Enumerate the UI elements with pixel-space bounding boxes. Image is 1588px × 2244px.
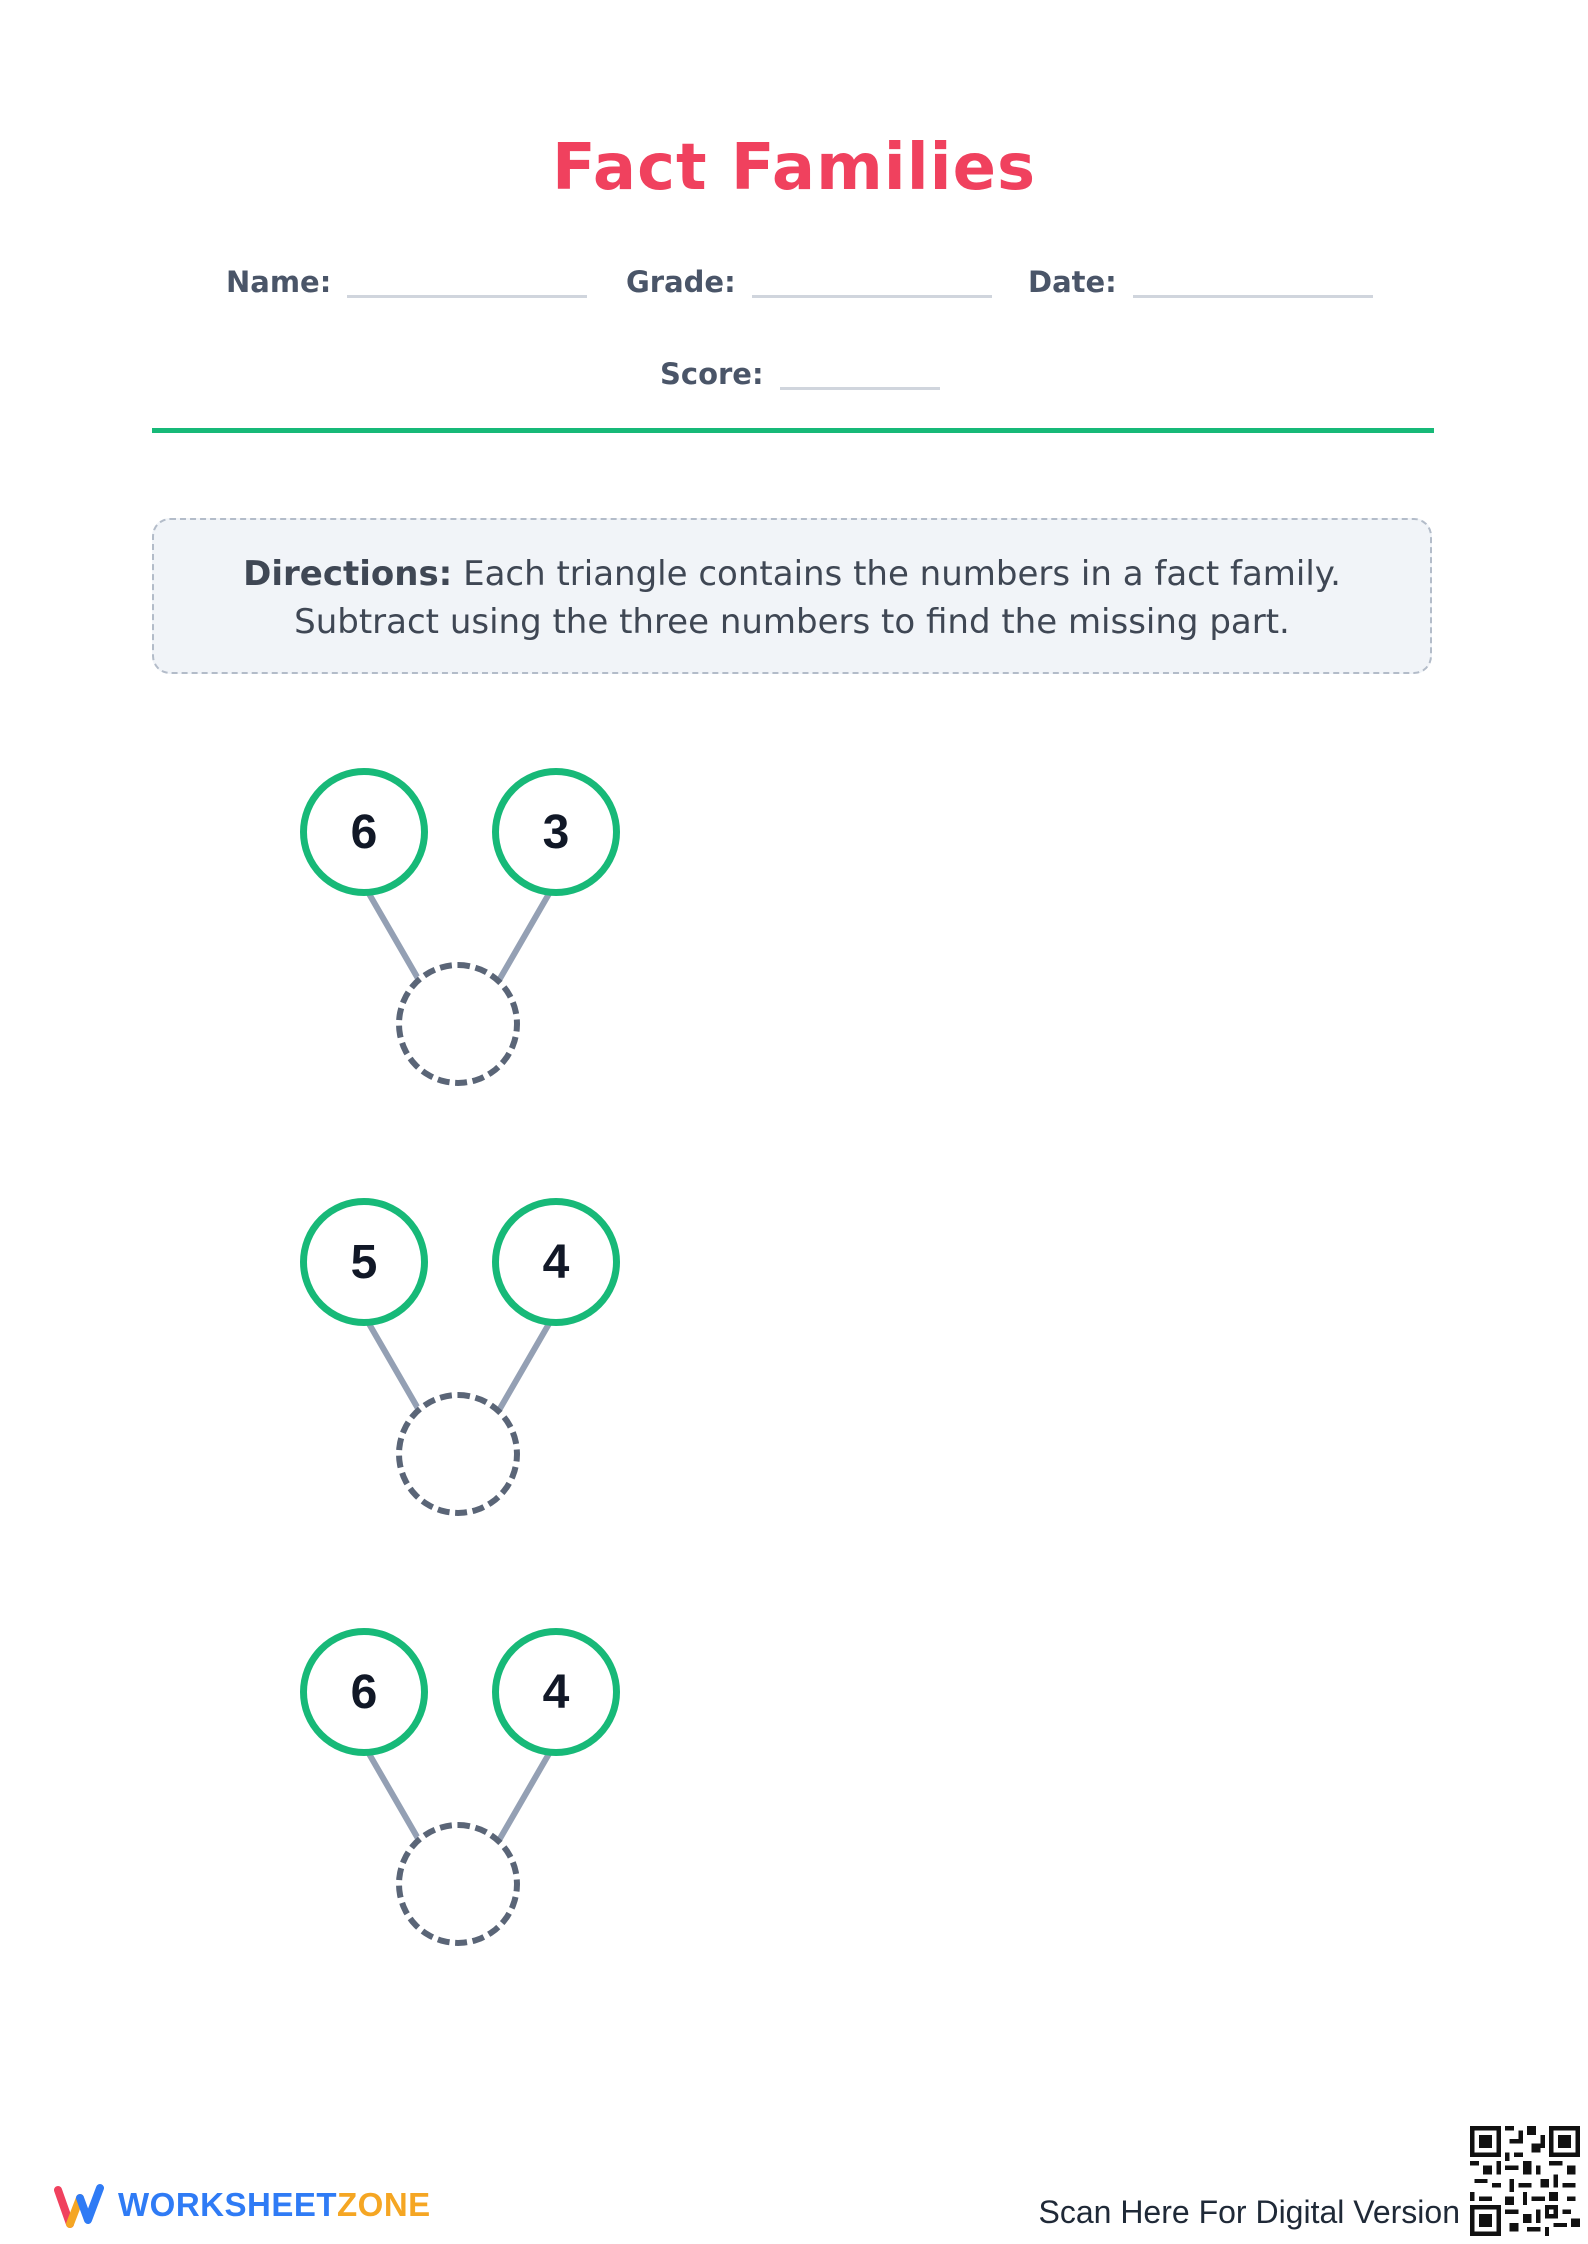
name-input-line[interactable] xyxy=(347,295,587,298)
score-field xyxy=(660,356,940,392)
number-circle-right: 4 xyxy=(492,1198,620,1326)
date-label: Date: xyxy=(1028,265,1117,299)
name-field xyxy=(226,264,587,300)
number-circle-left: 5 xyxy=(300,1198,428,1326)
worksheetzone-logo[interactable] xyxy=(54,2180,431,2230)
date-field xyxy=(1028,264,1373,300)
directions-box xyxy=(152,518,1432,674)
directions-text: Each triangle contains the numbers in a fact family. Subtract using the three numbers to find the missing part. xyxy=(294,554,1341,642)
number-circle-left: 6 xyxy=(300,1628,428,1756)
fact-family-2 xyxy=(290,1198,630,1538)
page-title: Fact Families xyxy=(551,131,1037,205)
fact-family-1 xyxy=(290,768,630,1108)
number-circle-left: 6 xyxy=(300,768,428,896)
name-label: Name: xyxy=(226,265,332,299)
header-divider xyxy=(152,428,1434,433)
answer-circle[interactable] xyxy=(396,962,520,1086)
score-label: Score: xyxy=(660,357,764,391)
answer-circle[interactable] xyxy=(396,1822,520,1946)
grade-input-line[interactable] xyxy=(752,295,992,298)
scan-caption: Scan Here For Digital Version xyxy=(1038,2194,1460,2230)
number-circle-right: 4 xyxy=(492,1628,620,1756)
directions-label: Directions: xyxy=(243,554,453,594)
logo-wordmark: WORKSHEETZONE xyxy=(118,2186,431,2223)
date-input-line[interactable] xyxy=(1133,295,1373,298)
grade-label: Grade: xyxy=(626,265,736,299)
logo-icon xyxy=(54,2180,104,2230)
number-circle-right: 3 xyxy=(492,768,620,896)
fact-family-3 xyxy=(290,1628,630,1968)
answer-circle[interactable] xyxy=(396,1392,520,1516)
grade-field xyxy=(626,264,992,300)
qr-code-icon[interactable] xyxy=(1470,2126,1580,2236)
score-input-line[interactable] xyxy=(780,387,940,390)
